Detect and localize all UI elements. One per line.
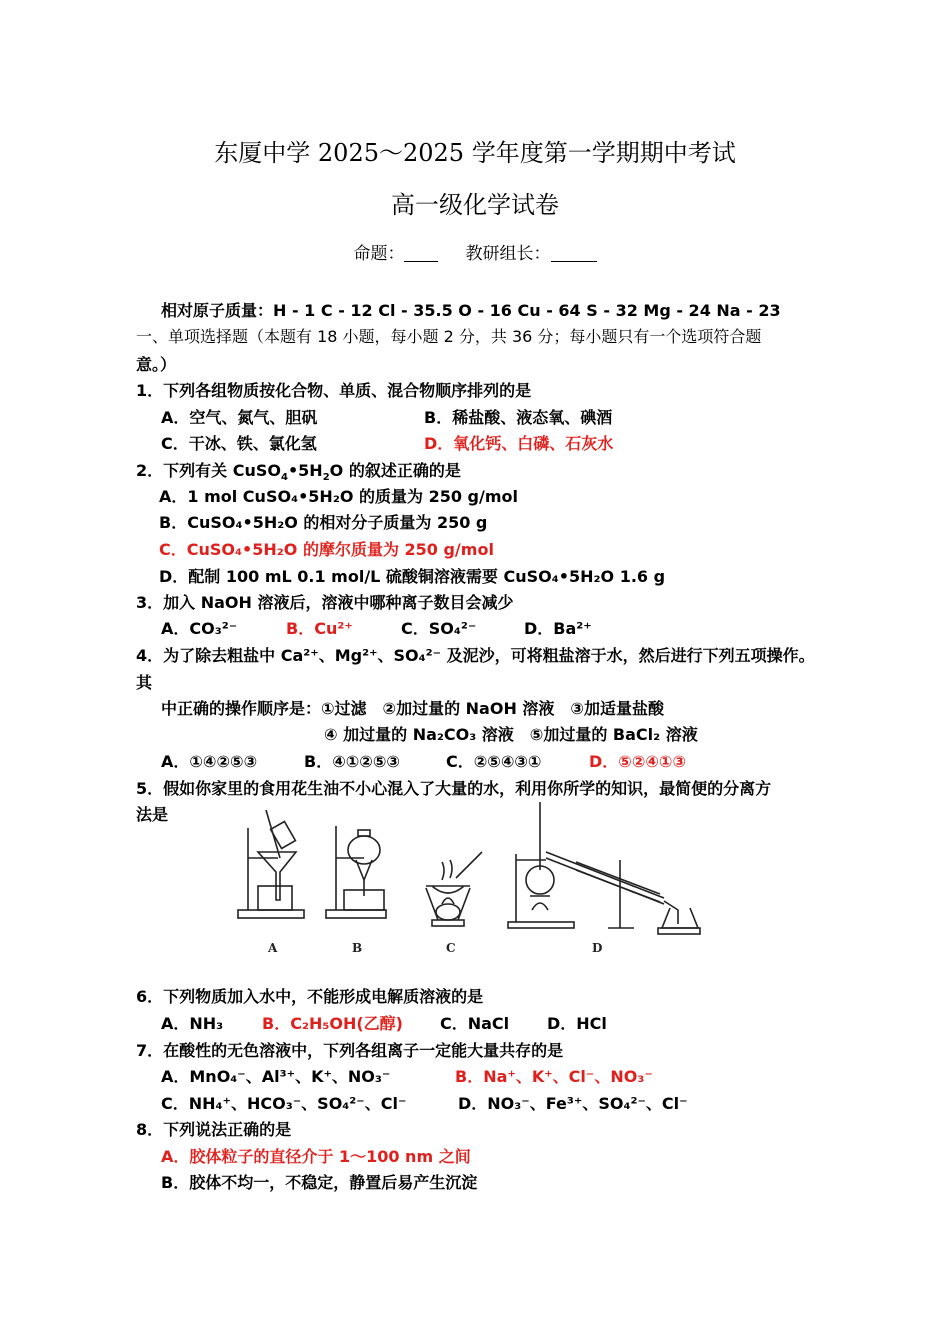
q4-option-d: D．⑤②④①③ [589,752,687,771]
figure-label-b: B [352,941,363,955]
filtration-apparatus [238,810,304,918]
q7-option-d: D．NO₃⁻、Fe³⁺、SO₄²⁻、Cl⁻ [458,1094,688,1113]
q2-stem: 2．下列有关 $CuSO_4•5H_2O$ 的叙述正确的是 [136,461,461,484]
figure-label-a: A [268,941,278,955]
separating-funnel-apparatus [326,826,386,918]
q1-option-b: B．稀盐酸、液态氧、碘酒 [424,408,613,427]
q3-option-a: A．CO₃²⁻ [161,619,238,638]
section-heading-1: 一、单项选择题（本题有 18 小题，每小题 2 分，共 36 分；每小题只有一个选项符合题 [136,327,762,346]
q5-stem-2: 法是 [136,805,169,824]
distillation-apparatus [508,802,700,934]
atomic-mass: 相对原子质量：H - 1 C - 12 Cl - 35.5 O - 16 Cu - 64 S - 32 Mg - 24 Na - 23 [161,301,781,320]
q3-stem: 3．加入 NaOH 溶液后，溶液中哪种离子数目会减少 [136,593,514,612]
q2-option-a: A．1 mol CuSO₄•5H₂O 的质量为 250 g/mol [159,487,518,506]
q1-option-a: A．空气、氮气、胆矾 [161,408,318,427]
figure-label-c: C [446,941,456,955]
q8-option-a: A．胶体粒子的直径介于 1～100 nm 之间 [161,1147,471,1166]
q4-option-b: B．④①②⑤③ [304,752,400,771]
q6-option-d: D．HCl [547,1014,607,1033]
q4-stem-1b: 其 [136,673,153,692]
q2-option-d: D．配制 100 mL 0.1 mol/L 硫酸铜溶液需要 CuSO₄•5H₂O 1.6 g [159,567,666,586]
q1-option-c: C．干冰、铁、氯化氢 [161,434,317,453]
figure-label-d: D [592,941,603,955]
q4-option-c: C．②⑤④③① [446,752,542,771]
exam-subtitle: 高一级化学试卷 [391,191,559,219]
q8-stem: 8．下列说法正确的是 [136,1120,292,1139]
q6-stem: 6．下列物质加入水中，不能形成电解质溶液的是 [136,987,484,1006]
q2-option-c: C．CuSO₄•5H₂O 的摩尔质量为 250 g/mol [159,540,494,559]
q3-option-b: B．Cu²⁺ [286,619,353,638]
q4-stem-1: 4．为了除去粗盐中 Ca²⁺、Mg²⁺、SO₄²⁻ 及泥沙，可将粗盐溶于水，然后进行下列五项操作。 [136,646,815,665]
q3-option-c: C．SO₄²⁻ [401,619,477,638]
q4-option-a: A．①④②⑤③ [161,752,258,771]
q1-stem: 1．下列各组物质按化合物、单质、混合物顺序排列的是 [136,381,532,400]
q8-option-b: B．胶体不均一，不稳定，静置后易产生沉淀 [161,1173,478,1192]
author-line [0,239,950,264]
q4-stem-3: ④ 加过量的 Na₂CO₃ 溶液 ⑤加过量的 BaCl₂ 溶液 [324,725,698,744]
q4-stem-2: 中正确的操作顺序是：①过滤 ②加过量的 NaOH 溶液 ③加适量盐酸 [161,699,664,718]
q2-option-b: B．CuSO₄•5H₂O 的相对分子质量为 250 g [159,513,488,532]
exam-title: 东厦中学 2025～2025 学年度第一学期期中考试 [214,139,736,167]
q7-stem: 7．在酸性的无色溶液中，下列各组离子一定能大量共存的是 [136,1041,564,1060]
q5-stem-1: 5．假如你家里的食用花生油不小心混入了大量的水，利用你所学的知识，最简便的分离方 [136,779,772,798]
apparatus-figure [230,800,720,965]
leader-label: 教研组长： [465,244,551,264]
q7-option-a: A．MnO₄⁻、Al³⁺、K⁺、NO₃⁻ [161,1067,391,1086]
q6-option-b: B．C₂H₅OH(乙醇) [262,1014,403,1033]
q7-option-c: C．NH₄⁺、HCO₃⁻、SO₄²⁻、Cl⁻ [161,1094,407,1113]
evaporation-apparatus [426,852,482,926]
section-heading-2: 意。） [136,355,177,374]
q1-option-d: D．氧化钙、白磷、石灰水 [424,434,614,453]
q6-option-c: C．NaCl [440,1014,510,1033]
setter-label: 命题： [353,244,405,264]
q3-option-d: D．Ba²⁺ [524,619,592,638]
q7-option-b: B．Na⁺、K⁺、Cl⁻、NO₃⁻ [455,1067,653,1086]
q6-option-a: A．NH₃ [161,1014,224,1033]
